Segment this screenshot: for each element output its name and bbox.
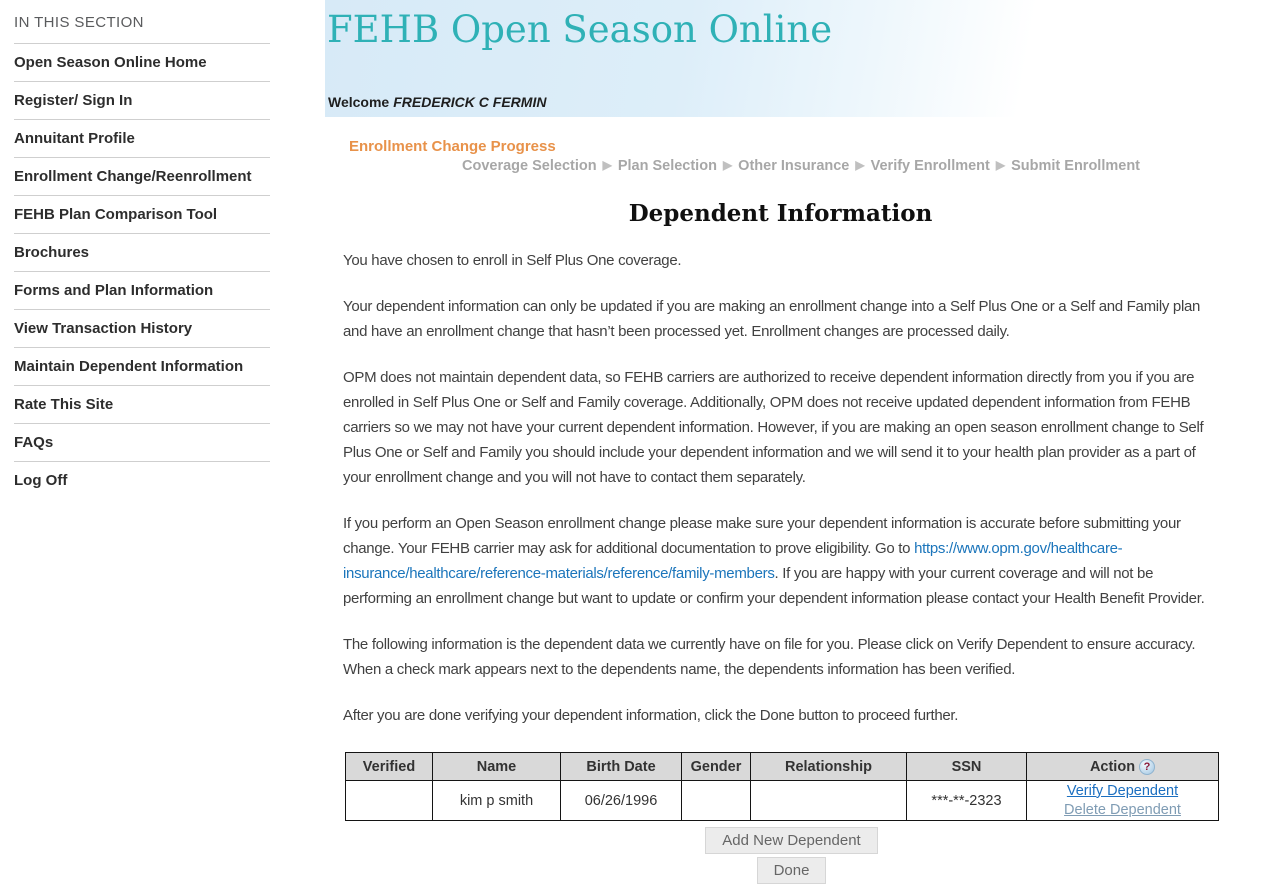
paragraph-accuracy-after-link: . If you are happy with your current coverage and will not be performing an enrollment change but want to update or confirm your dependent information please contact your Health Benefit Provider. (343, 565, 1205, 607)
column-header-ssn: SSN (907, 753, 1027, 781)
table-row (346, 781, 1219, 821)
sidebar-item-annuitant-profile[interactable]: Annuitant Profile (14, 120, 270, 158)
dependent-table-section (345, 752, 1268, 884)
sidebar-item-fehb-plan-comparison-tool[interactable]: FEHB Plan Comparison Tool (14, 196, 270, 234)
cell-gender (682, 781, 751, 821)
sidebar (0, 0, 270, 500)
column-header-action (1027, 753, 1219, 781)
sidebar-item-view-transaction-history[interactable]: View Transaction History (14, 310, 270, 348)
cell-birth-date: 06/26/1996 (561, 781, 682, 821)
help-icon[interactable]: ? (1139, 759, 1155, 775)
cell-ssn: ***-**-2323 (907, 781, 1027, 821)
cell-action (1027, 781, 1219, 821)
verify-dependent-link[interactable]: Verify Dependent (1066, 782, 1179, 799)
column-header-relationship: Relationship (751, 753, 907, 781)
main-content (325, 0, 1268, 884)
cell-relationship (751, 781, 907, 821)
site-title: FEHB Open Season Online (327, 8, 833, 51)
add-dependent-button-row (345, 827, 1238, 854)
sidebar-item-register-sign-in[interactable]: Register/ Sign In (14, 82, 270, 120)
step-arrow-icon: ▶ (855, 158, 865, 172)
step-arrow-icon: ▶ (722, 158, 733, 172)
progress-step-verify-enrollment: Verify Enrollment (870, 158, 990, 174)
content-body (343, 200, 1218, 728)
cell-name: kim p smith (433, 781, 561, 821)
progress-step-submit-enrollment: Submit Enrollment (1011, 158, 1141, 174)
paragraph-opm-carriers: OPM does not maintain dependent data, so FEHB carriers are authorized to receive dependent information directly from you if you are enrolled in Self Plus One or Self and Family coverage. Additionally, OPM does not receive updated dependent information from FEHB carriers so we may not have your current dependent information. However, if you are making an open season enrollment change to Self Plus One or Self and Family you should include your dependent information and we will send it to your health plan provider as a part of your enrollment change and you will not have to contact them separately. (343, 369, 1204, 486)
sidebar-item-faqs[interactable]: FAQs (14, 424, 270, 462)
done-button[interactable]: Done (757, 857, 827, 884)
dependent-table (345, 752, 1219, 821)
step-arrow-icon: ▶ (602, 158, 612, 172)
user-name: FREDERICK C FERMIN (393, 94, 547, 110)
paragraph-coverage-chosen: You have chosen to enroll in Self Plus One coverage. (343, 252, 682, 269)
sidebar-item-rate-this-site[interactable]: Rate This Site (14, 386, 270, 424)
sidebar-item-forms-and-plan-information[interactable]: Forms and Plan Information (14, 272, 270, 310)
progress-title: Enrollment Change Progress (349, 138, 556, 155)
paragraph-accuracy-notice (343, 511, 1218, 611)
column-header-birth-date: Birth Date (561, 753, 682, 781)
sidebar-item-brochures[interactable]: Brochures (14, 234, 270, 272)
page-header (325, 0, 1268, 117)
paragraph-done-instructions: After you are done verifying your dependent information, click the Done button to proceed further. (343, 707, 959, 724)
column-header-gender: Gender (682, 753, 751, 781)
progress-step-coverage-selection: Coverage Selection (462, 158, 597, 174)
welcome-message (328, 94, 546, 110)
action-header-label: Action (1089, 758, 1136, 775)
page-title: Dependent Information (628, 200, 933, 227)
column-header-name: Name (433, 753, 561, 781)
sidebar-section-title: IN THIS SECTION (14, 14, 270, 44)
progress-step-plan-selection: Plan Selection (617, 158, 717, 174)
sidebar-item-enrollment-change-reenrollment[interactable]: Enrollment Change/Reenrollment (14, 158, 270, 196)
table-header-row (346, 753, 1219, 781)
enrollment-progress (349, 138, 1268, 174)
sidebar-item-maintain-dependent-information[interactable]: Maintain Dependent Information (14, 348, 270, 386)
add-new-dependent-button[interactable]: Add New Dependent (705, 827, 877, 854)
sidebar-item-open-season-online-home[interactable]: Open Season Online Home (14, 44, 270, 82)
opm-family-members-link[interactable]: https://www.opm.gov/healthcare-insurance/healthcare/reference-materials/reference/family-members (343, 540, 1123, 582)
paragraph-update-conditions: Your dependent information can only be updated if you are making an enrollment change into a Self Plus One or a Self and Family plan and have an enrollment change that hasn’t been processed yet. Enrollment changes are processed daily. (343, 298, 1201, 340)
progress-steps (462, 158, 1268, 174)
cell-verified (346, 781, 433, 821)
sidebar-item-log-off[interactable]: Log Off (14, 472, 68, 489)
paragraph-accuracy-before-link: If you perform an Open Season enrollment change please make sure your dependent information is accurate before submitting your change. Your FEHB carrier may ask for additional documentation to prove eligibility. Go to (343, 515, 1181, 557)
sidebar-nav (14, 44, 270, 500)
column-header-verified: Verified (346, 753, 433, 781)
delete-dependent-link[interactable]: Delete Dependent (1064, 801, 1181, 818)
done-button-row (345, 857, 1238, 884)
step-arrow-icon: ▶ (995, 158, 1006, 172)
welcome-label: Welcome (328, 94, 390, 110)
paragraph-verify-instructions: The following information is the dependent data we currently have on file for you. Please click on Verify Dependent to ensure accuracy. When a check mark appears next to the dependents name, the dependents information has been verified. (343, 636, 1196, 678)
progress-step-other-insurance: Other Insurance (738, 158, 850, 174)
